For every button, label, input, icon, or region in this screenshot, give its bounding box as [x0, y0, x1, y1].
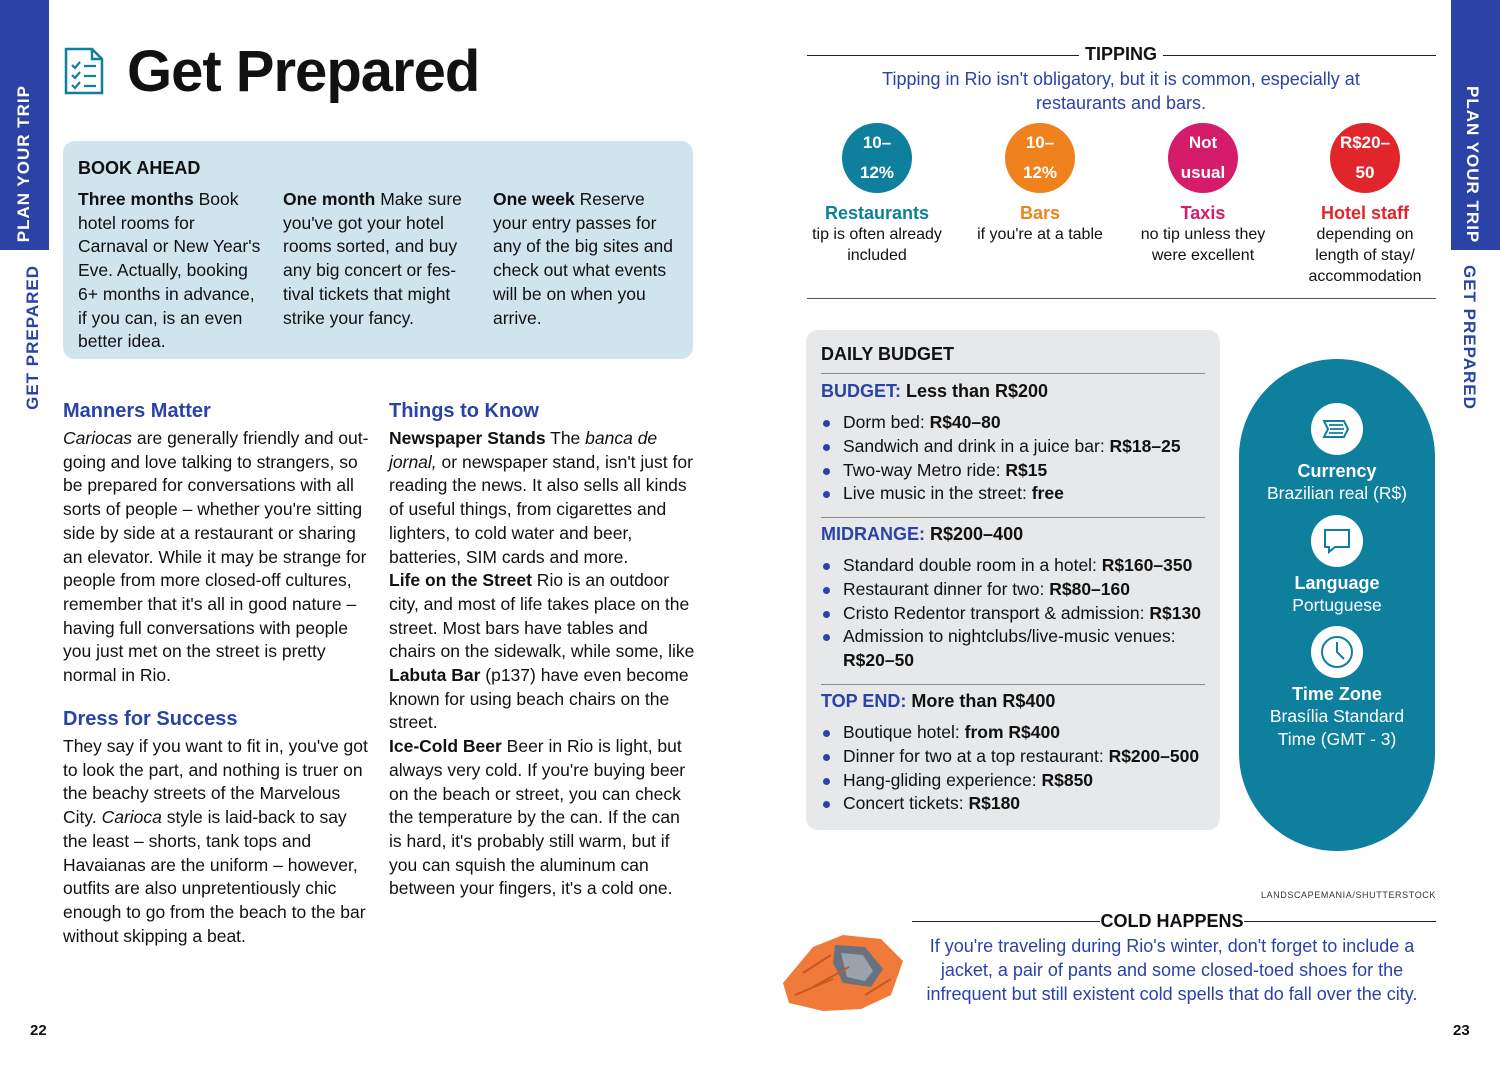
tier-heading — [821, 691, 1211, 712]
fact-title: Language — [1294, 573, 1380, 593]
page-number-right: 23 — [1453, 1022, 1470, 1039]
tier-label: TOP END: — [821, 691, 907, 711]
item-text: Hang-gliding experience: — [843, 769, 1042, 790]
things-lead: Newspaper Stands — [389, 428, 546, 448]
item-text: Admission to nightclubs/live-music venues: — [843, 626, 1176, 647]
tip-item — [802, 123, 952, 266]
item-text: Restaurant dinner for two: — [843, 578, 1050, 599]
tip-badge-line: R$20– — [1339, 133, 1391, 152]
manners-body — [63, 427, 369, 688]
fact-value: Brazilian real (R$) — [1266, 483, 1408, 503]
things-bold: Labuta Bar — [389, 665, 481, 686]
tipping-heading: TIPPING — [1084, 44, 1157, 64]
tip-title: Restaurants — [824, 203, 930, 223]
list-item — [821, 554, 1211, 578]
tier-heading — [821, 381, 1211, 402]
book-ahead-text: Book hotel rooms for Carnaval or New Year's Eve. Actually, booking 6+ months in advance, if you can, is an even better idea. — [78, 189, 261, 352]
tip-title: Hotel staff — [1320, 203, 1409, 223]
item-text: Live music in the street: — [843, 483, 1032, 504]
book-ahead-panel — [63, 141, 693, 359]
tip-badge-line: 12% — [859, 163, 895, 182]
fact-item — [1239, 403, 1435, 505]
tipping-intro: Tipping in Rio isn't obligatory, but it is common, especially at restaurants and bars. — [882, 69, 1360, 113]
side-tab-left — [0, 0, 49, 250]
list-item — [821, 769, 1211, 793]
budget-tier — [821, 381, 1211, 506]
tip-item — [1290, 123, 1440, 287]
cold-rule-right — [1244, 921, 1436, 922]
tip-badge — [1168, 123, 1238, 193]
things-paragraph — [389, 735, 695, 901]
book-ahead-item — [283, 188, 468, 330]
item-price: R$20–50 — [843, 650, 915, 671]
item-text: Standard double room in a hotel: — [843, 555, 1102, 575]
budget-divider — [821, 373, 1205, 374]
list-item — [821, 459, 1211, 483]
fact-value: Brasília Standard Time (GMT - 3) — [1269, 706, 1405, 749]
dress-text-1: They say if you want to fit in, you've got to look the part, and nothing is truer on the beachy streets of the Marvelous City. — [63, 736, 368, 828]
things-text: The — [545, 428, 586, 448]
cold-text: If you're traveling during Rio's winter, don't forget to include a jacket, a pair of pants and some closed-toed shoes for the infrequent but still existent cold spells that do fall over the city. — [926, 936, 1418, 1004]
things-section — [389, 400, 695, 901]
item-price: R$160–350 — [1101, 555, 1193, 575]
side-tab-plan-label: PLAN YOUR TRIP — [14, 85, 33, 243]
speech-bubble-icon — [1311, 515, 1363, 567]
book-ahead-heading: BOOK AHEAD — [78, 158, 201, 178]
tip-badge-line: 10– — [862, 133, 892, 152]
things-heading: Things to Know — [389, 400, 539, 422]
things-paragraph — [389, 569, 695, 735]
budget-tier — [821, 691, 1211, 816]
book-ahead-lead: One month — [283, 189, 376, 209]
list-item — [821, 625, 1211, 673]
tier-value: More than R$400 — [906, 691, 1056, 711]
tipping-rule-right — [1163, 55, 1436, 56]
things-lead: Ice-Cold Beer — [389, 736, 502, 757]
list-item — [821, 411, 1211, 435]
item-price: R$850 — [1041, 769, 1094, 790]
tier-list — [821, 721, 1211, 816]
tip-badge-line: usual — [1180, 163, 1226, 182]
item-text: Boutique hotel: — [843, 722, 965, 742]
tier-label: BUDGET: — [821, 381, 901, 401]
side-section-label-left: GET PREPARED — [23, 265, 42, 410]
fact-item — [1239, 626, 1435, 751]
manners-section — [63, 400, 369, 688]
tip-badge-line: Not — [1188, 133, 1218, 152]
item-price: R$15 — [1005, 459, 1048, 480]
book-ahead-text: Make sure you've got your hotel rooms sorted, and buy any big concert or fes-tival tickets that might strike your fancy. — [283, 189, 462, 328]
tip-badge — [1005, 123, 1075, 193]
tip-desc: no tip unless they were excellent — [1140, 226, 1266, 264]
things-text: Beer in Rio is light, but always very cold. If you're buying beer on the beach or street, you can check the temperature by the can. If the can is hard, it's probably still warm, but if you can squish the aluminum can between your fingers, it's a cold one. — [389, 736, 686, 899]
list-item — [821, 578, 1211, 602]
item-price: from R$400 — [964, 722, 1060, 742]
list-item — [821, 602, 1211, 626]
tip-item — [1128, 123, 1278, 266]
book-ahead-item — [493, 188, 683, 330]
item-price: R$130 — [1149, 602, 1201, 623]
item-text: Dinner for two at a top restaurant: — [843, 745, 1109, 766]
item-text: Two-way Metro ride: — [843, 459, 1006, 480]
things-text: Rio is an outdoor city, and most of life takes place on the street. Most bars have tables and chairs on the sidewalk, while some, like — [389, 570, 695, 662]
tipping-bottom-rule — [807, 298, 1436, 299]
book-ahead-text: Reserve your entry passes for any of the big sites and check out what events will be on when you arrive. — [493, 189, 673, 328]
side-tab-plan-label-right: PLAN YOUR TRIP — [1463, 86, 1482, 244]
tier-label: MIDRANGE: — [821, 524, 925, 544]
list-item — [821, 482, 1211, 506]
dress-italic: Carioca — [101, 807, 162, 828]
cold-heading: COLD HAPPENS — [1100, 911, 1244, 931]
facts-pill — [1239, 359, 1435, 851]
tip-item — [965, 123, 1115, 245]
item-price: R$18–25 — [1109, 435, 1181, 456]
side-section-label-right: GET PREPARED — [1460, 265, 1479, 410]
budget-heading: DAILY BUDGET — [821, 344, 955, 364]
page-number-left: 22 — [30, 1022, 47, 1039]
things-paragraph — [389, 427, 695, 569]
side-tab-right — [1451, 0, 1500, 250]
cold-rule-left — [912, 921, 1100, 922]
tipping-rule-left — [807, 55, 1079, 56]
manners-italic: Cariocas — [63, 428, 133, 448]
tier-list — [821, 411, 1211, 506]
checklist-icon — [63, 46, 105, 101]
fact-title: Currency — [1297, 461, 1377, 481]
tip-title: Bars — [1019, 203, 1061, 223]
list-item — [821, 435, 1211, 459]
tier-list — [821, 554, 1211, 673]
things-lead: Life on the Street — [389, 570, 532, 591]
list-item — [821, 792, 1211, 816]
item-price: R$40–80 — [929, 412, 1001, 432]
item-text: Concert tickets: — [843, 793, 969, 814]
manners-text: are generally friendly and out-going and love talking to strangers, so be prepared for conversations with all sorts of people – whether you're sitting side by side at a restaurant or sharing an elevator. While it may be strange for people from more closed-off cultures, remember that it's all in good nature – having full conversations with people you just met on the street is pretty normal in Rio. — [63, 428, 369, 686]
list-item — [821, 721, 1211, 745]
jacket-image — [773, 925, 913, 1020]
photo-credit: LANDSCAPEMANIA/SHUTTERSTOCK — [1260, 890, 1436, 900]
things-italic: banca de jornal, — [389, 428, 658, 472]
item-text: Cristo Redentor transport & admission: — [843, 602, 1150, 623]
tier-value: Less than R$200 — [901, 381, 1049, 401]
tip-badge-line: 50 — [1355, 163, 1375, 182]
tip-desc: depending on length of stay/ accommodation — [1308, 226, 1422, 285]
dress-section — [63, 708, 369, 948]
budget-divider — [821, 684, 1205, 685]
daily-budget-panel — [806, 330, 1220, 830]
tip-badge-line: 10– — [1025, 133, 1055, 152]
fact-value: Portuguese — [1292, 595, 1382, 615]
item-text: Sandwich and drink in a juice bar: — [843, 435, 1110, 456]
list-item — [821, 745, 1211, 769]
tip-badge — [842, 123, 912, 193]
tier-heading — [821, 524, 1211, 545]
item-price: R$80–160 — [1049, 578, 1130, 599]
dress-text-2: style is laid-back to say the least – shorts, tank tops and Havaianas are the uniform – however, outfits are also unpretentiously chic enough to go from the beach to the bar without skipping a beat. — [63, 807, 366, 946]
dress-heading: Dress for Success — [63, 708, 238, 730]
tip-title: Taxis — [1180, 203, 1226, 223]
budget-divider — [821, 517, 1205, 518]
fact-item — [1239, 515, 1435, 617]
budget-tier — [821, 524, 1211, 673]
tip-badge — [1330, 123, 1400, 193]
things-text: (p137) have even become known for using beach chairs on the street. — [389, 665, 689, 733]
money-icon — [1311, 403, 1363, 455]
item-text: Dorm bed: — [843, 412, 930, 432]
dress-body — [63, 735, 369, 948]
clock-icon — [1311, 626, 1363, 678]
book-ahead-lead: Three months — [78, 189, 194, 209]
fact-title: Time Zone — [1292, 684, 1382, 704]
book-ahead-lead: One week — [493, 189, 575, 209]
item-price: free — [1031, 483, 1064, 504]
item-price: R$200–500 — [1108, 745, 1200, 766]
tip-desc: if you're at a table — [977, 226, 1103, 243]
tier-value: R$200–400 — [925, 524, 1024, 544]
tip-desc: tip is often already included — [812, 226, 942, 264]
manners-heading: Manners Matter — [63, 400, 211, 422]
book-ahead-item — [78, 188, 263, 354]
things-text: or newspaper stand, isn't just for reading the news. It also sells all kinds of useful things, from cigarettes and lighters, to cold water and beer, batteries, SIM cards and more. — [389, 451, 693, 567]
item-price: R$180 — [968, 793, 1021, 814]
tip-badge-line: 12% — [1022, 163, 1058, 182]
page-title: Get Prepared — [127, 39, 480, 104]
